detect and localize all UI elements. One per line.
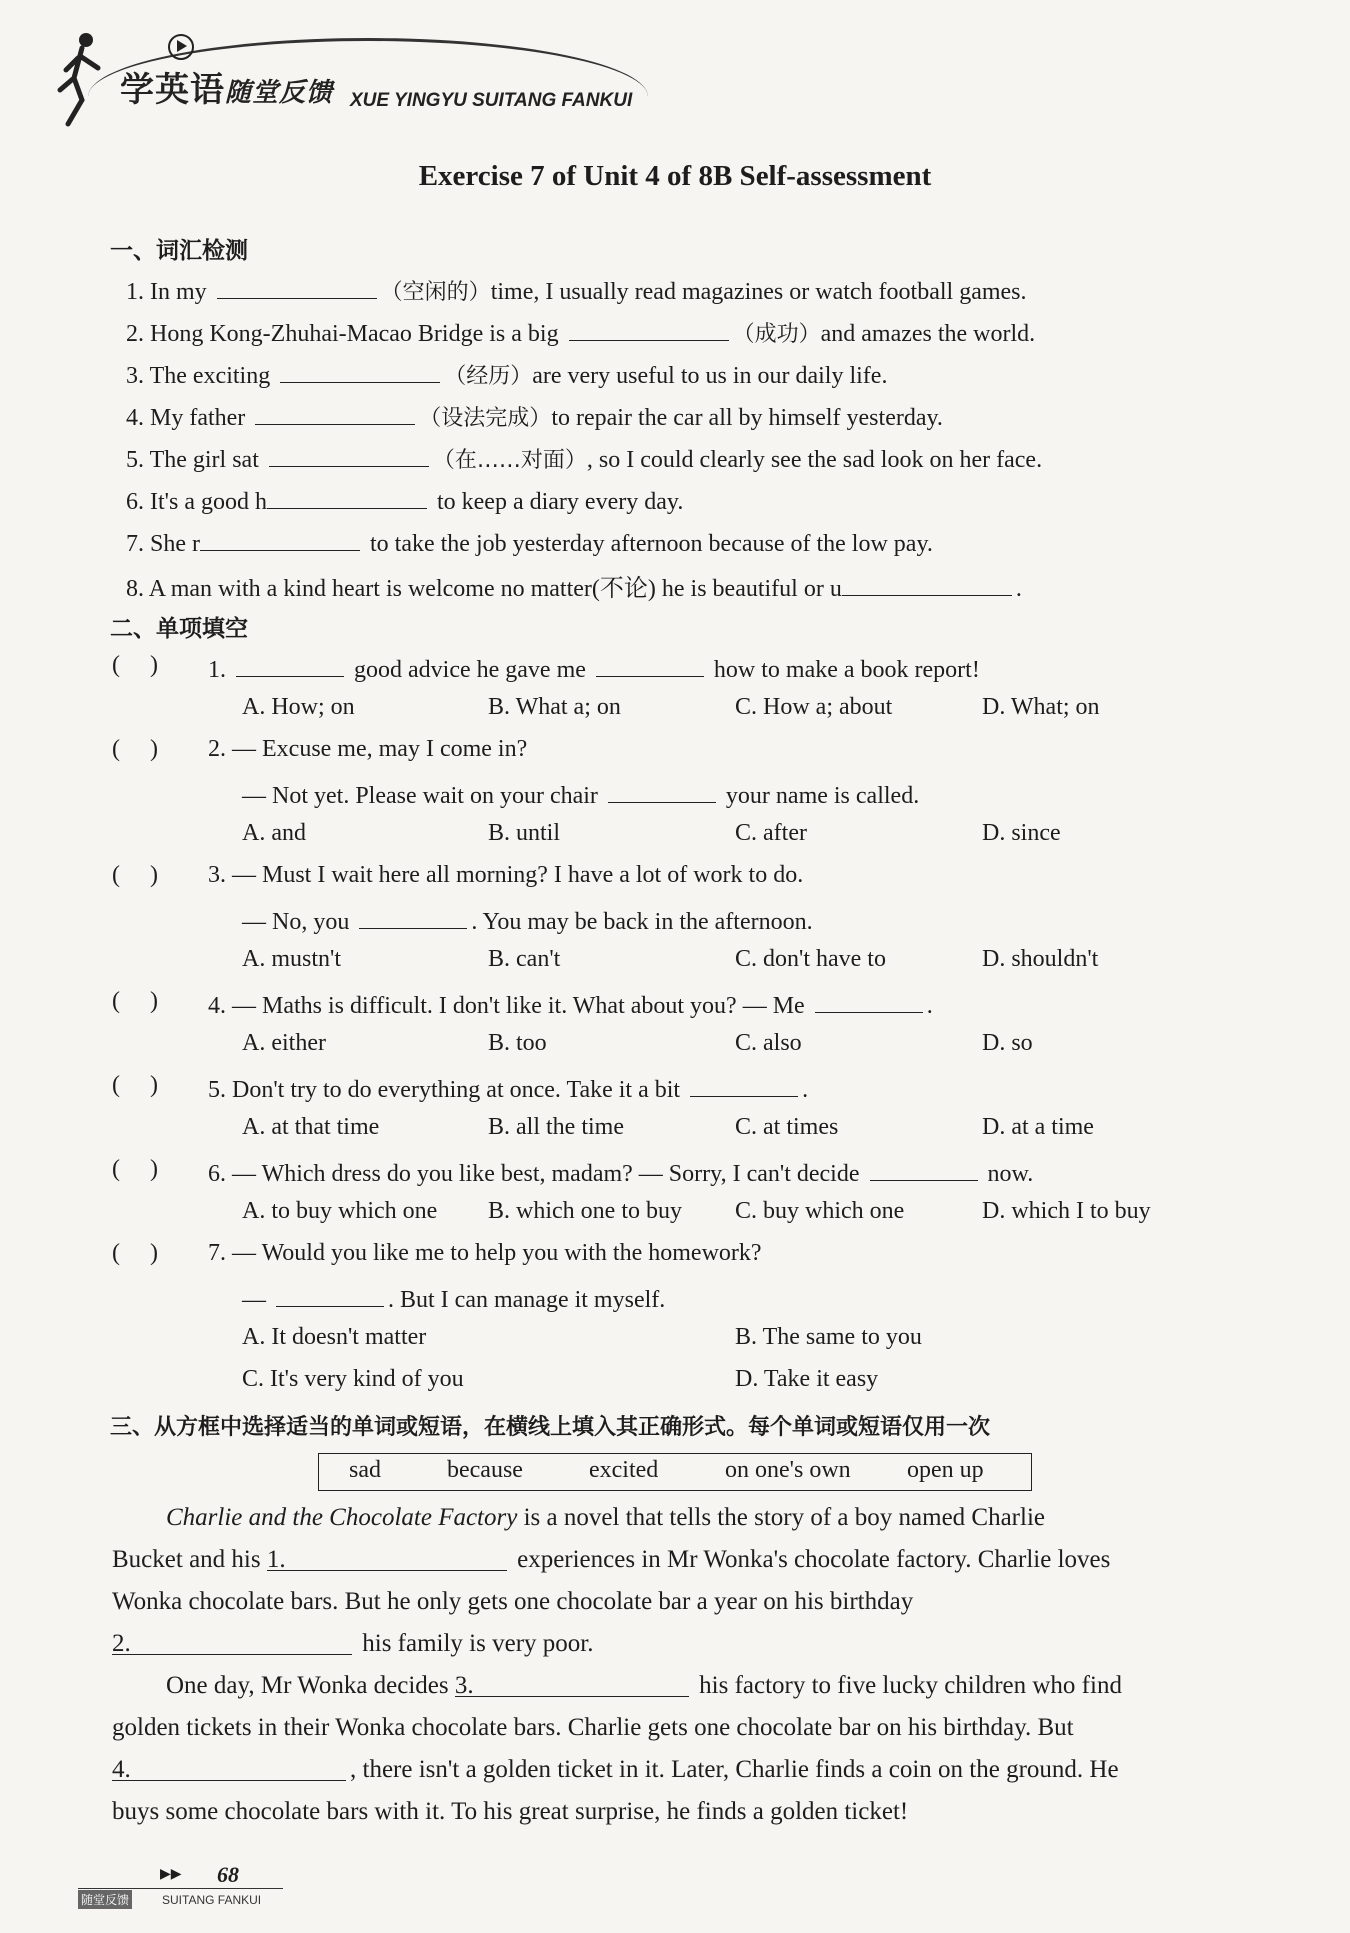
vocab-item-1: 1. In my （空闲的）time, I usually read magazines or watch football games. — [126, 274, 1027, 306]
passage-line: buys some chocolate bars with it. To his great surprise, he finds a golden ticket! — [112, 1798, 909, 1825]
page-number: 68 — [217, 1862, 239, 1887]
answer-paren[interactable]: ( ) — [112, 1240, 158, 1266]
passage-line: Wonka chocolate bars. But he only gets one chocolate bar a year on his birthday — [112, 1588, 914, 1615]
answer-paren[interactable]: ( ) — [112, 1072, 158, 1098]
word-option: open up — [907, 1457, 984, 1483]
option-b: B. too — [488, 1030, 547, 1056]
option-a: A. to buy which one — [242, 1198, 438, 1224]
word-box — [318, 1453, 1032, 1491]
vocab-item-8: 8. A man with a kind heart is welcome no matter(不论) he is beautiful or u . — [126, 568, 1022, 603]
answer-paren[interactable]: ( ) — [112, 1156, 158, 1182]
answer-paren[interactable]: ( ) — [112, 652, 158, 678]
passage-blank-2[interactable]: 2. — [112, 1630, 352, 1655]
word-option: because — [447, 1457, 523, 1483]
option-a: A. How; on — [242, 694, 355, 720]
option-d: D. at a time — [982, 1114, 1094, 1140]
passage-blank-3[interactable]: 3. — [455, 1672, 689, 1697]
answer-blank[interactable] — [608, 778, 716, 803]
option-c: C. How a; about — [735, 694, 893, 720]
mc-question-7-line2: — . But I can manage it myself. — [242, 1282, 665, 1314]
mc-question-6: 6. — Which dress do you like best, madam? — Sorry, I can't decide now. — [208, 1156, 1033, 1188]
mc-question-3-line2: — No, you . You may be back in the afternoon. — [242, 904, 813, 936]
mc-question-7: 7. — Would you like me to help you with the homework? — [208, 1240, 762, 1266]
vocab-item-7: 7. She r to take the job yesterday afternoon because of the low pay. — [126, 526, 933, 558]
section1-heading: 一、词汇检测 — [110, 238, 248, 264]
answer-blank[interactable] — [255, 400, 415, 425]
word-option: sad — [349, 1457, 381, 1483]
arrow-icon: ▶▶ — [160, 1867, 182, 1882]
option-a: A. at that time — [242, 1114, 380, 1140]
vocab-item-6: 6. It's a good h to keep a diary every day. — [126, 484, 683, 516]
passage-blank-4[interactable]: 4. — [112, 1756, 346, 1781]
mc-question-2: 2. — Excuse me, may I come in? — [208, 736, 528, 762]
header-logo — [50, 22, 670, 132]
option-a: A. either — [242, 1030, 326, 1056]
option-b: B. The same to you — [735, 1324, 922, 1350]
answer-blank[interactable] — [269, 442, 429, 467]
mc-question-3: 3. — Must I wait here all morning? I have a lot of work to do. — [208, 862, 804, 888]
mc-question-5: 5. Don't try to do everything at once. Take it a bit . — [208, 1072, 808, 1104]
option-c: C. after — [735, 820, 807, 846]
option-b: B. until — [488, 820, 561, 846]
option-d: D. since — [982, 820, 1061, 846]
answer-blank[interactable] — [267, 484, 427, 509]
option-d: D. Take it easy — [735, 1366, 879, 1392]
page-title: Exercise 7 of Unit 4 of 8B Self-assessment — [418, 160, 932, 192]
option-b: B. can't — [488, 946, 561, 972]
answer-blank[interactable] — [815, 988, 923, 1013]
answer-blank[interactable] — [280, 358, 440, 383]
answer-blank[interactable] — [842, 571, 1012, 596]
option-c: C. at times — [735, 1114, 839, 1140]
answer-paren[interactable]: ( ) — [112, 736, 158, 762]
vocab-item-3: 3. The exciting （经历）are very useful to us in our daily life. — [126, 358, 887, 390]
passage-line: Charlie and the Chocolate Factory is a novel that tells the story of a boy named Charlie — [166, 1504, 1045, 1531]
passage-line: 4. , there isn't a golden ticket in it. Later, Charlie finds a coin on the ground. He — [112, 1756, 1119, 1783]
play-icon — [168, 34, 194, 60]
answer-blank[interactable] — [217, 274, 377, 299]
option-b: B. all the time — [488, 1114, 624, 1140]
footer-rule — [78, 1888, 283, 1889]
passage-line: 2. his family is very poor. — [112, 1630, 594, 1657]
passage-blank-1[interactable]: 1. — [267, 1546, 507, 1571]
answer-blank[interactable] — [276, 1282, 384, 1307]
option-b: B. What a; on — [488, 694, 621, 720]
option-c: C. don't have to — [735, 946, 886, 972]
answer-blank[interactable] — [236, 652, 344, 677]
section2-heading: 二、单项填空 — [110, 616, 248, 642]
answer-blank[interactable] — [690, 1072, 798, 1097]
answer-blank[interactable] — [200, 526, 360, 551]
passage-line: golden tickets in their Wonka chocolate bars. Charlie gets one chocolate bar on his birthday. But — [112, 1714, 1074, 1741]
vocab-item-4: 4. My father （设法完成）to repair the car all by himself yesterday. — [126, 400, 943, 432]
logo-cn: 学英语随堂反馈 — [120, 70, 334, 110]
answer-blank[interactable] — [569, 316, 729, 341]
mc-question-4: 4. — Maths is difficult. I don't like it. What about you? — Me . — [208, 988, 933, 1020]
option-a: A. It doesn't matter — [242, 1324, 427, 1350]
option-d: D. shouldn't — [982, 946, 1099, 972]
footer-label: 随堂反馈 — [78, 1890, 132, 1909]
option-b: B. which one to buy — [488, 1198, 682, 1224]
answer-blank[interactable] — [359, 904, 467, 929]
word-option: excited — [589, 1457, 659, 1483]
mc-question-1: 1. good advice he gave me how to make a book report! — [208, 652, 980, 684]
passage-line: Bucket and his 1. experiences in Mr Wonka's chocolate factory. Charlie loves — [112, 1546, 1111, 1573]
option-c: C. also — [735, 1030, 802, 1056]
mc-question-2-line2: — Not yet. Please wait on your chair your name is called. — [242, 778, 919, 810]
footer-label-en: SUITANG FANKUI — [162, 1893, 262, 1907]
vocab-item-2: 2. Hong Kong-Zhuhai-Macao Bridge is a big （成功）and amazes the world. — [126, 316, 1035, 348]
answer-paren[interactable]: ( ) — [112, 988, 158, 1014]
option-c: C. buy which one — [735, 1198, 905, 1224]
option-d: D. which I to buy — [982, 1198, 1151, 1224]
section3-heading: 三、从方框中选择适当的单词或短语，在横线上填入其正确形式。每个单词或短语仅用一次 — [110, 1415, 991, 1440]
answer-paren[interactable]: ( ) — [112, 862, 158, 888]
option-a: A. and — [242, 820, 306, 846]
answer-blank[interactable] — [870, 1156, 978, 1181]
option-d: D. What; on — [982, 694, 1100, 720]
passage-line: One day, Mr Wonka decides 3. his factory to five lucky children who find — [166, 1672, 1122, 1699]
logo-en: XUE YINGYU SUITANG FANKUI — [350, 90, 633, 111]
option-c: C. It's very kind of you — [242, 1366, 464, 1392]
vocab-item-5: 5. The girl sat （在……对面）, so I could clearly see the sad look on her face. — [126, 442, 1042, 474]
word-option: on one's own — [725, 1457, 851, 1483]
answer-blank[interactable] — [596, 652, 704, 677]
option-d: D. so — [982, 1030, 1033, 1056]
option-a: A. mustn't — [242, 946, 341, 972]
